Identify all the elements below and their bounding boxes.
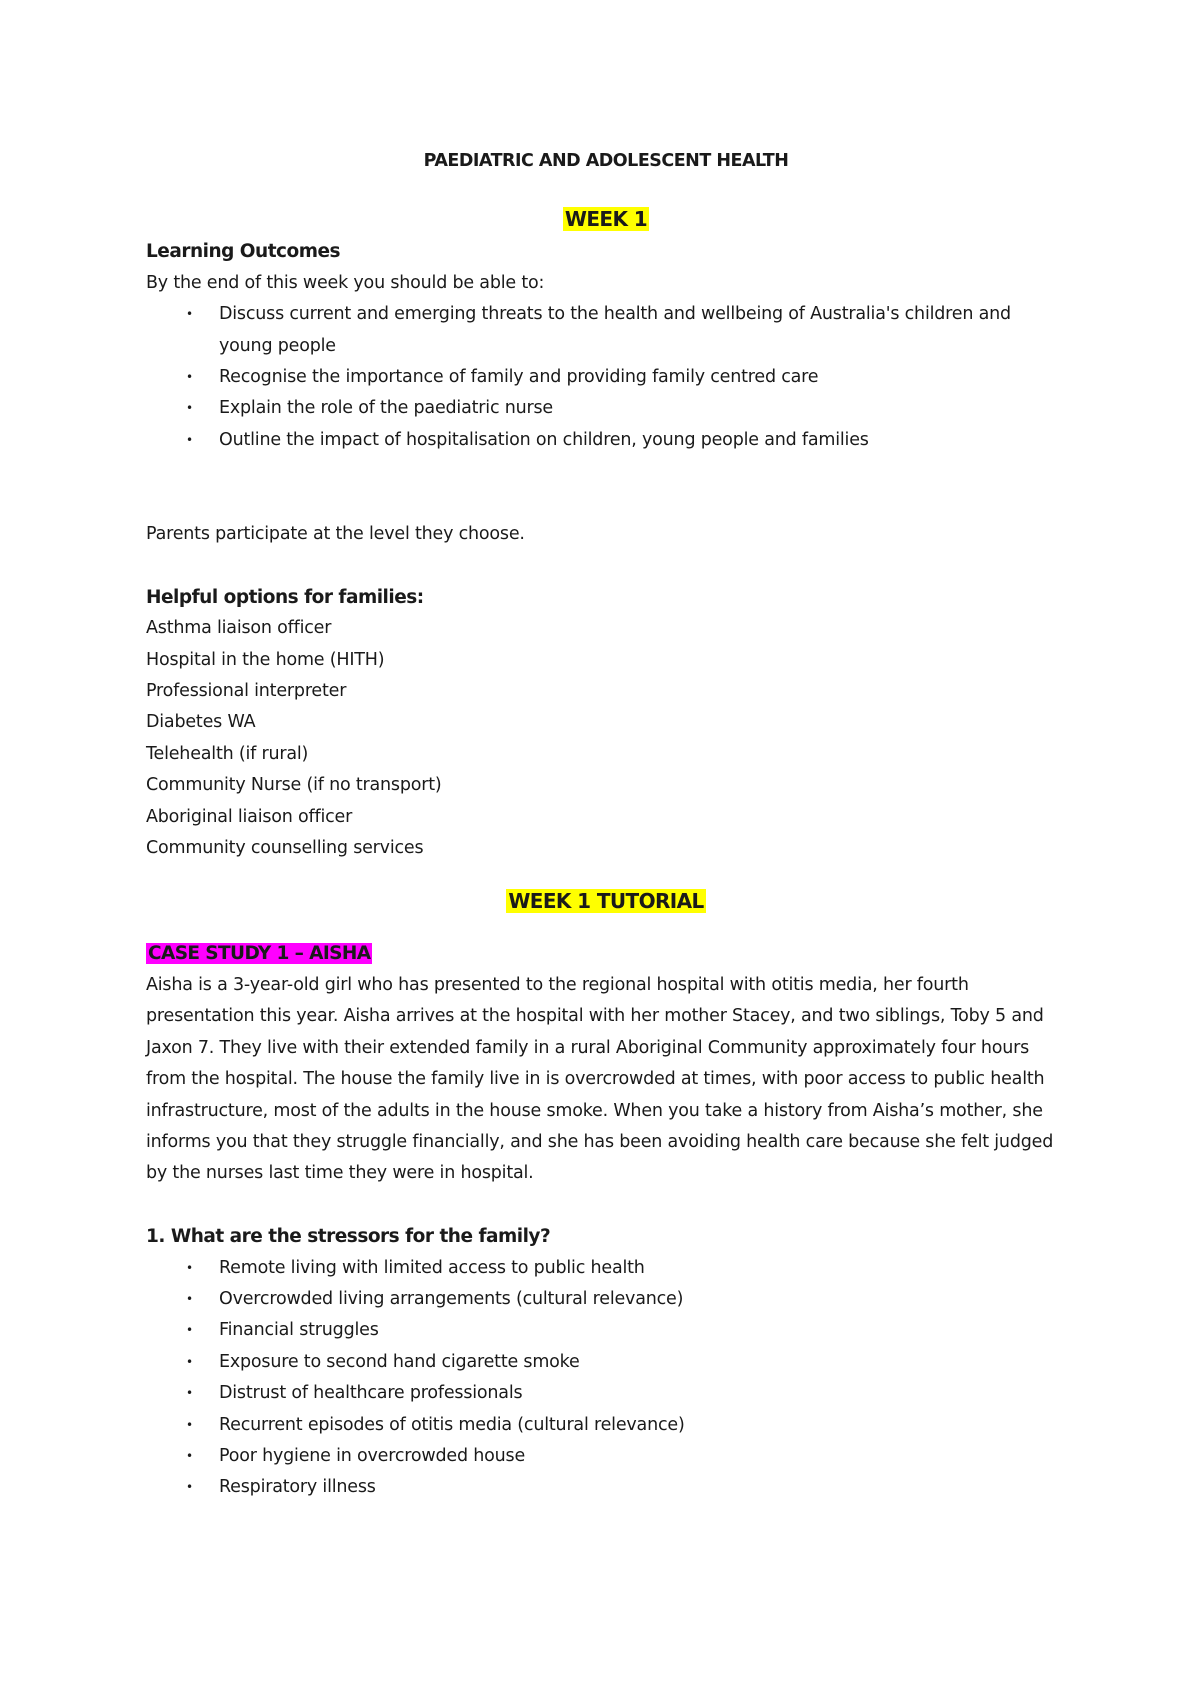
stressor-text: Distrust of healthcare professionals [219, 1383, 523, 1404]
stressor-text: Exposure to second hand cigarette smoke [219, 1351, 580, 1372]
stressor-text: Remote living with limited access to public health [219, 1257, 645, 1278]
stressor-text: Poor hygiene in overcrowded house [219, 1445, 526, 1466]
bullet-icon: • [186, 1448, 193, 1463]
learning-outcomes-list [146, 299, 1066, 456]
bullet-icon: • [186, 1260, 193, 1275]
helpful-option: Asthma liaison officer [146, 618, 332, 639]
list-item [146, 1284, 1066, 1315]
document-title: PAEDIATRIC AND ADOLESCENT HEALTH [423, 151, 789, 171]
bullet-icon: • [186, 1417, 193, 1432]
list-item [146, 362, 1066, 393]
list-item [146, 1315, 1066, 1346]
blank-line [146, 456, 1066, 487]
list-item [146, 393, 1066, 424]
helpful-option: Hospital in the home (HITH) [146, 649, 385, 670]
stressor-text: Recurrent episodes of otitis media (cultural relevance) [219, 1414, 685, 1435]
bullet-icon: • [186, 1386, 193, 1401]
case-study-title-text: CASE STUDY 1 – AISHA [148, 943, 371, 965]
case-study-text: Aisha is a 3-year-old girl who has presented to the regional hospital with otitis media, her fourth presentation this year. Aisha arrives at the hospital with her mother Stacey, and two siblings, Toby 5 and Jaxon 7. They live with their extended family in a rural Aboriginal Community approximately four hours from the hospital. The house the family live in is overcrowded at times, with poor access to public health infrastructure, most of the adults in the house smoke. When you take a history from Aisha’s mother, she informs you that they struggle financially, and she has been avoiding health care because she felt judged by the nurses last time they were in hospital. [146, 974, 1054, 1184]
outcome-text: Discuss current and emerging threats to the health and wellbeing of Australia's children and young people [219, 304, 1011, 356]
blank-line [146, 550, 1066, 581]
helpful-option: Professional interpreter [146, 681, 347, 702]
bullet-icon: • [186, 1480, 193, 1495]
question-1: 1. What are the stressors for the family? [146, 1226, 551, 1248]
outcome-text: Outline the impact of hospitalisation on children, young people and families [219, 429, 869, 450]
week-1-heading-text: WEEK 1 [564, 207, 648, 232]
helpful-option: Community Nurse (if no transport) [146, 775, 442, 796]
stressor-text: Overcrowded living arrangements (cultural relevance) [219, 1288, 684, 1309]
helpful-option: Aboriginal liaison officer [146, 806, 353, 827]
bullet-icon: • [186, 307, 193, 322]
document-body [146, 146, 1066, 1504]
bullet-icon: • [186, 1291, 193, 1306]
blank-line [146, 1190, 1066, 1221]
stressor-text: Respiratory illness [219, 1477, 376, 1498]
helpful-option: Diabetes WA [146, 712, 256, 733]
bullet-icon: • [186, 432, 193, 447]
outcome-text: Explain the role of the paediatric nurse [219, 398, 553, 419]
list-item [146, 1410, 1066, 1441]
parents-note: Parents participate at the level they choose. [146, 524, 525, 545]
list-item [146, 1253, 1066, 1284]
bullet-icon: • [186, 1323, 193, 1338]
list-item [146, 1472, 1066, 1503]
bullet-icon: • [186, 1354, 193, 1369]
learning-outcomes-heading: Learning Outcomes [146, 241, 341, 263]
week-1-tutorial-heading [146, 884, 1066, 918]
list-item [146, 1441, 1066, 1472]
helpful-option: Telehealth (if rural) [146, 743, 309, 764]
list-item [146, 299, 1066, 362]
blank-line [146, 918, 1066, 938]
outcome-text: Recognise the importance of family and providing family centred care [219, 367, 819, 388]
blank-line [146, 864, 1066, 884]
bullet-icon: • [186, 401, 193, 416]
stressors-list [146, 1253, 1066, 1504]
learning-outcomes-intro: By the end of this week you should be able to: [146, 272, 545, 293]
bullet-icon: • [186, 370, 193, 385]
list-item [146, 425, 1066, 456]
list-item [146, 1347, 1066, 1378]
helpful-options-heading: Helpful options for families: [146, 586, 424, 608]
list-item [146, 1378, 1066, 1409]
week-1-heading [146, 202, 1066, 236]
case-study-title [146, 938, 1066, 969]
week-1-tutorial-heading-text: WEEK 1 TUTORIAL [508, 889, 704, 914]
stressor-text: Financial struggles [219, 1320, 379, 1341]
blank-line [146, 488, 1066, 519]
helpful-option: Community counselling services [146, 838, 424, 859]
